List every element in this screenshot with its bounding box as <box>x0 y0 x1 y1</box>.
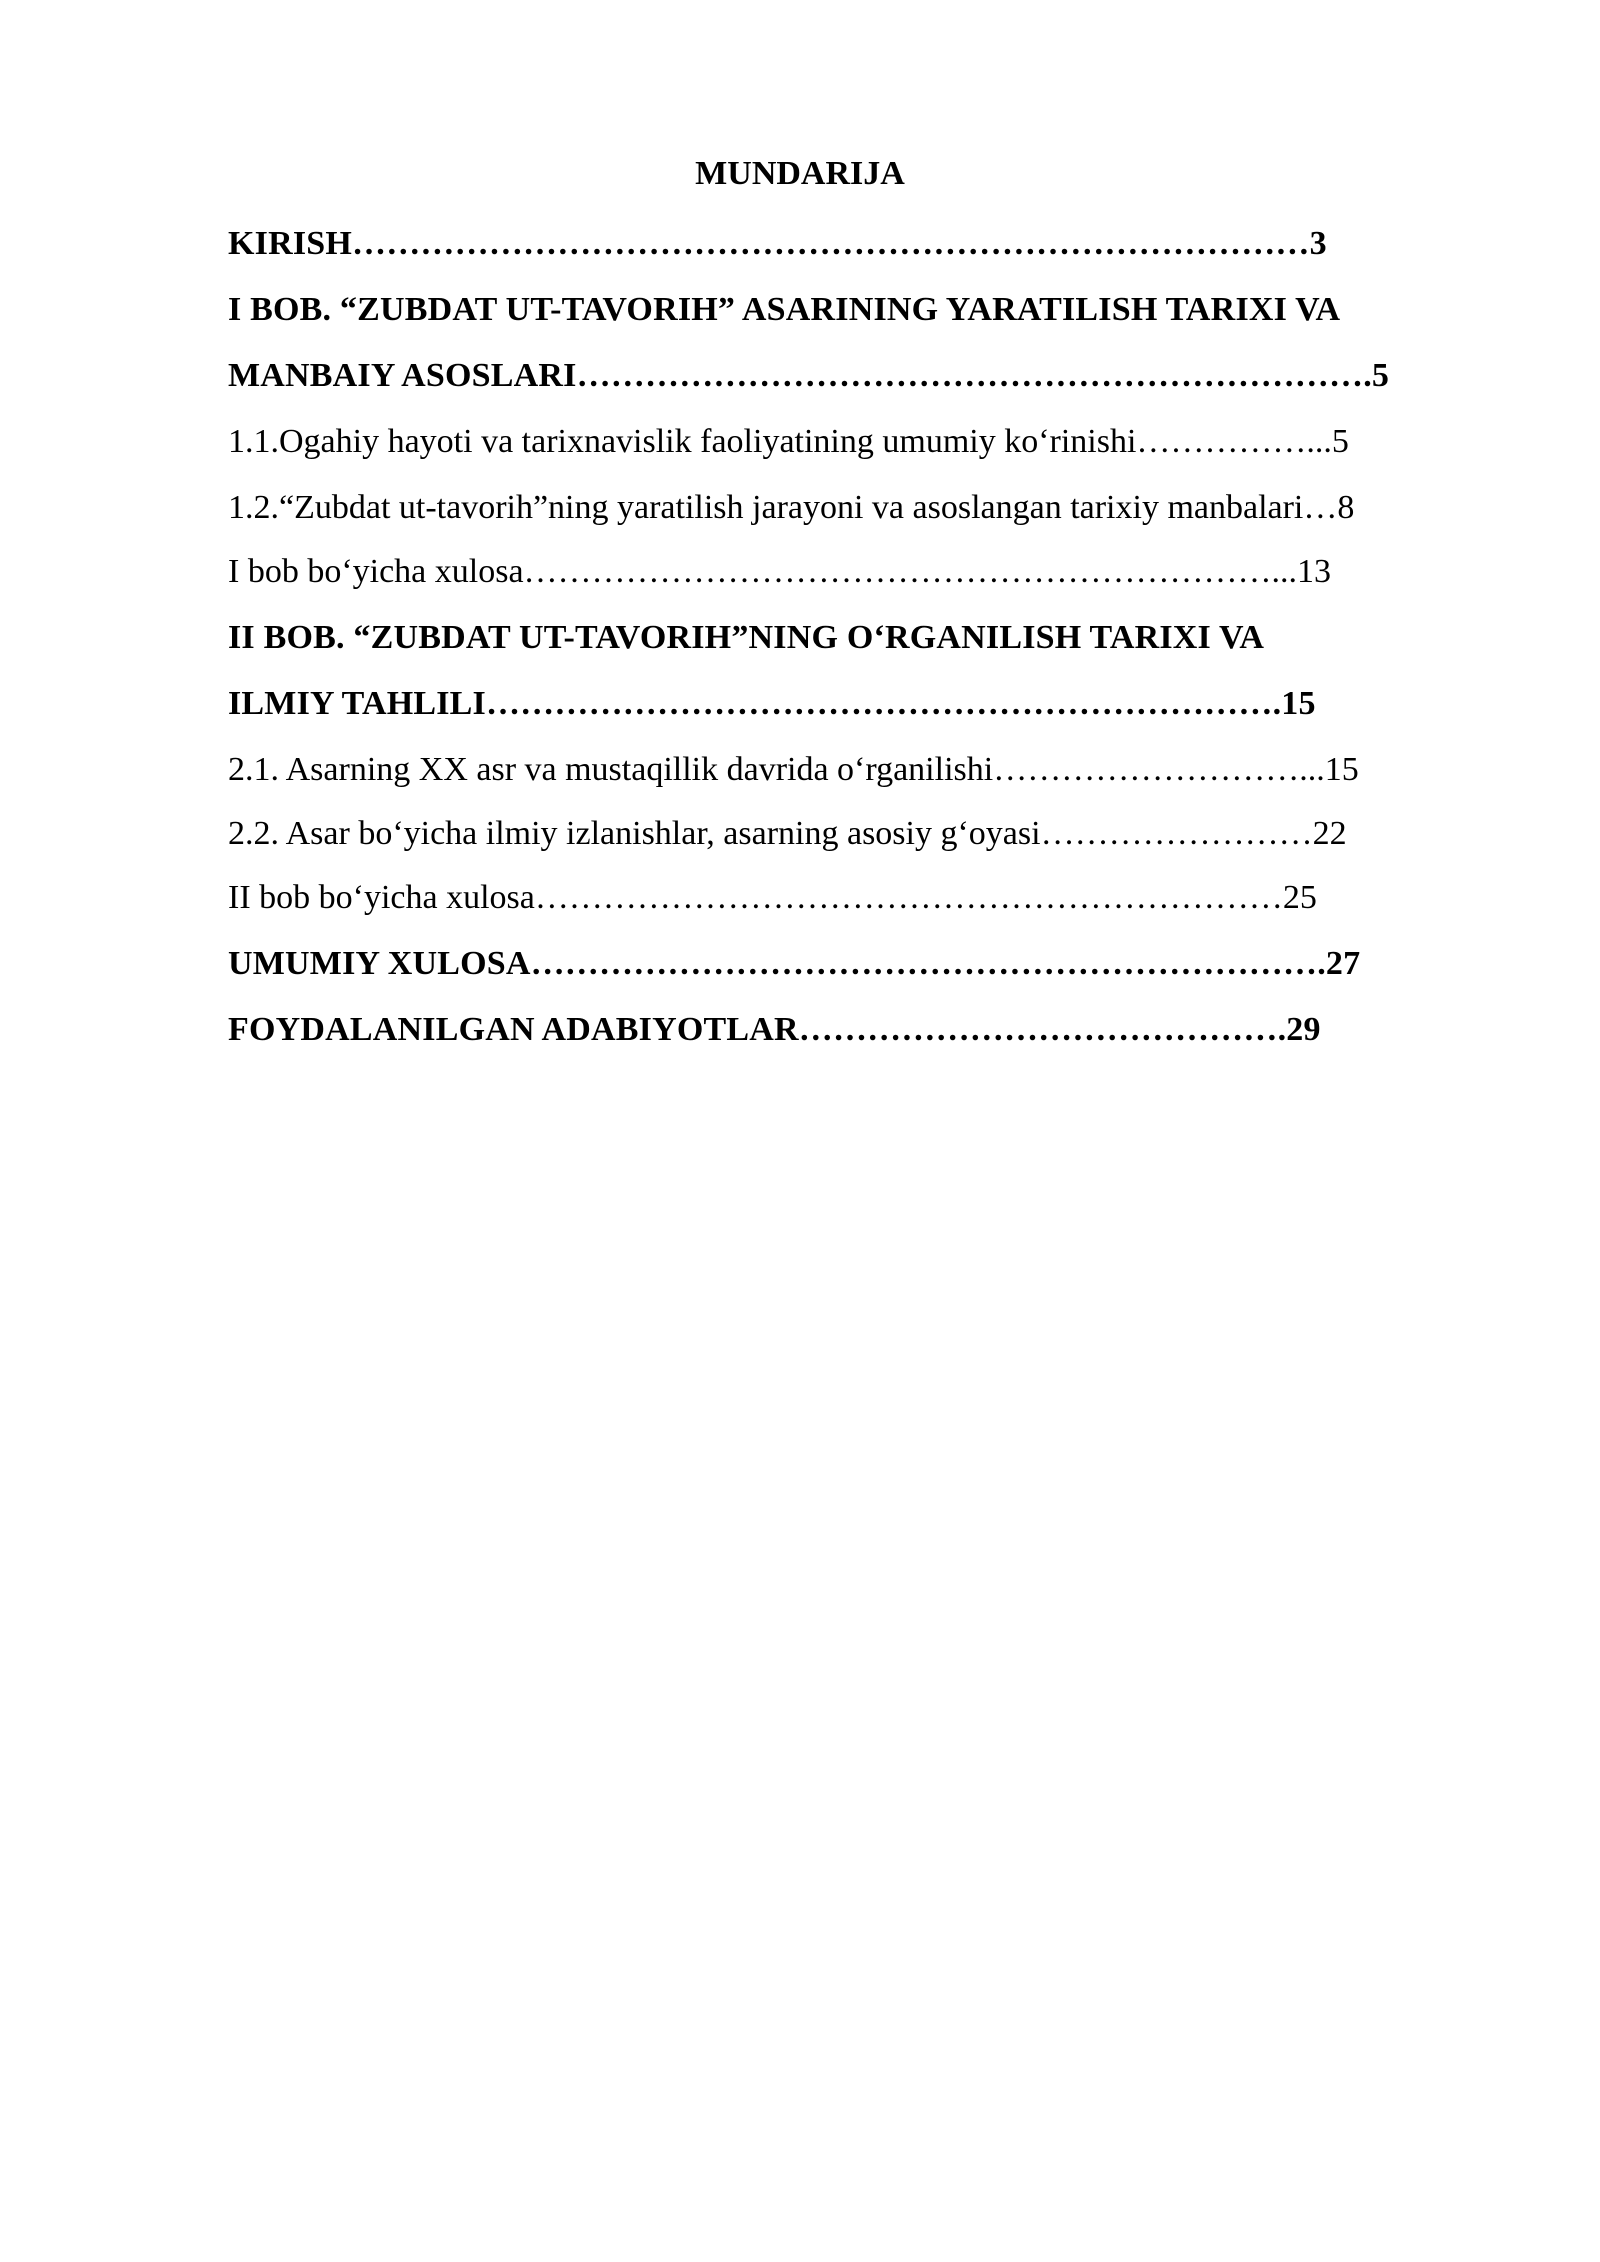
toc-chapter-2-heading-line-1: II BOB. “ZUBDAT UT-TAVORIH”NING O‘RGANILISH TARIXI VA <box>228 619 1265 656</box>
toc-chapter-2-conclusion: II bob bo‘yicha xulosa…………………………………………………………25 <box>228 879 1317 916</box>
toc-chapter-1-heading-line-1: I BOB. “ZUBDAT UT-TAVORIH” ASARINING YARATILISH TARIXI VA <box>228 291 1341 328</box>
toc-entry-bibliography: FOYDALANILGAN ADABIYOTLAR…………………………………….29 <box>228 1011 1321 1048</box>
toc-entry-introduction: KIRISH…………………………………………………………………………3 <box>228 225 1327 262</box>
toc-entry-general-conclusion: UMUMIY XULOSA…………………………………………………………….27 <box>228 945 1361 982</box>
toc-section-1-2: 1.2.“Zubdat ut-tavorih”ning yaratilish jarayoni va asoslangan tarixiy manbalari…8 <box>228 489 1355 526</box>
toc-section-2-2: 2.2. Asar bo‘yicha ilmiy izlanishlar, asarning asosiy g‘oyasi……………………22 <box>228 815 1347 852</box>
toc-chapter-1-heading-line-2: MANBAIY ASOSLARI…………………………………………………………….5 <box>228 357 1390 394</box>
page-title: MUNDARIJA <box>695 155 905 192</box>
toc-section-1-1: 1.1.Ogahiy hayoti va tarixnavislik faoliyatining umumiy ko‘rinishi……………...5 <box>228 423 1349 460</box>
toc-section-2-1: 2.1. Asarning XX asr va mustaqillik davrida o‘rganilishi………………………...15 <box>228 751 1359 788</box>
toc-chapter-1-conclusion: I bob bo‘yicha xulosa…………………………………………………………...13 <box>228 553 1332 590</box>
toc-chapter-2-heading-line-2: ILMIY TAHLILI…………………………………………………………….15 <box>228 685 1316 722</box>
